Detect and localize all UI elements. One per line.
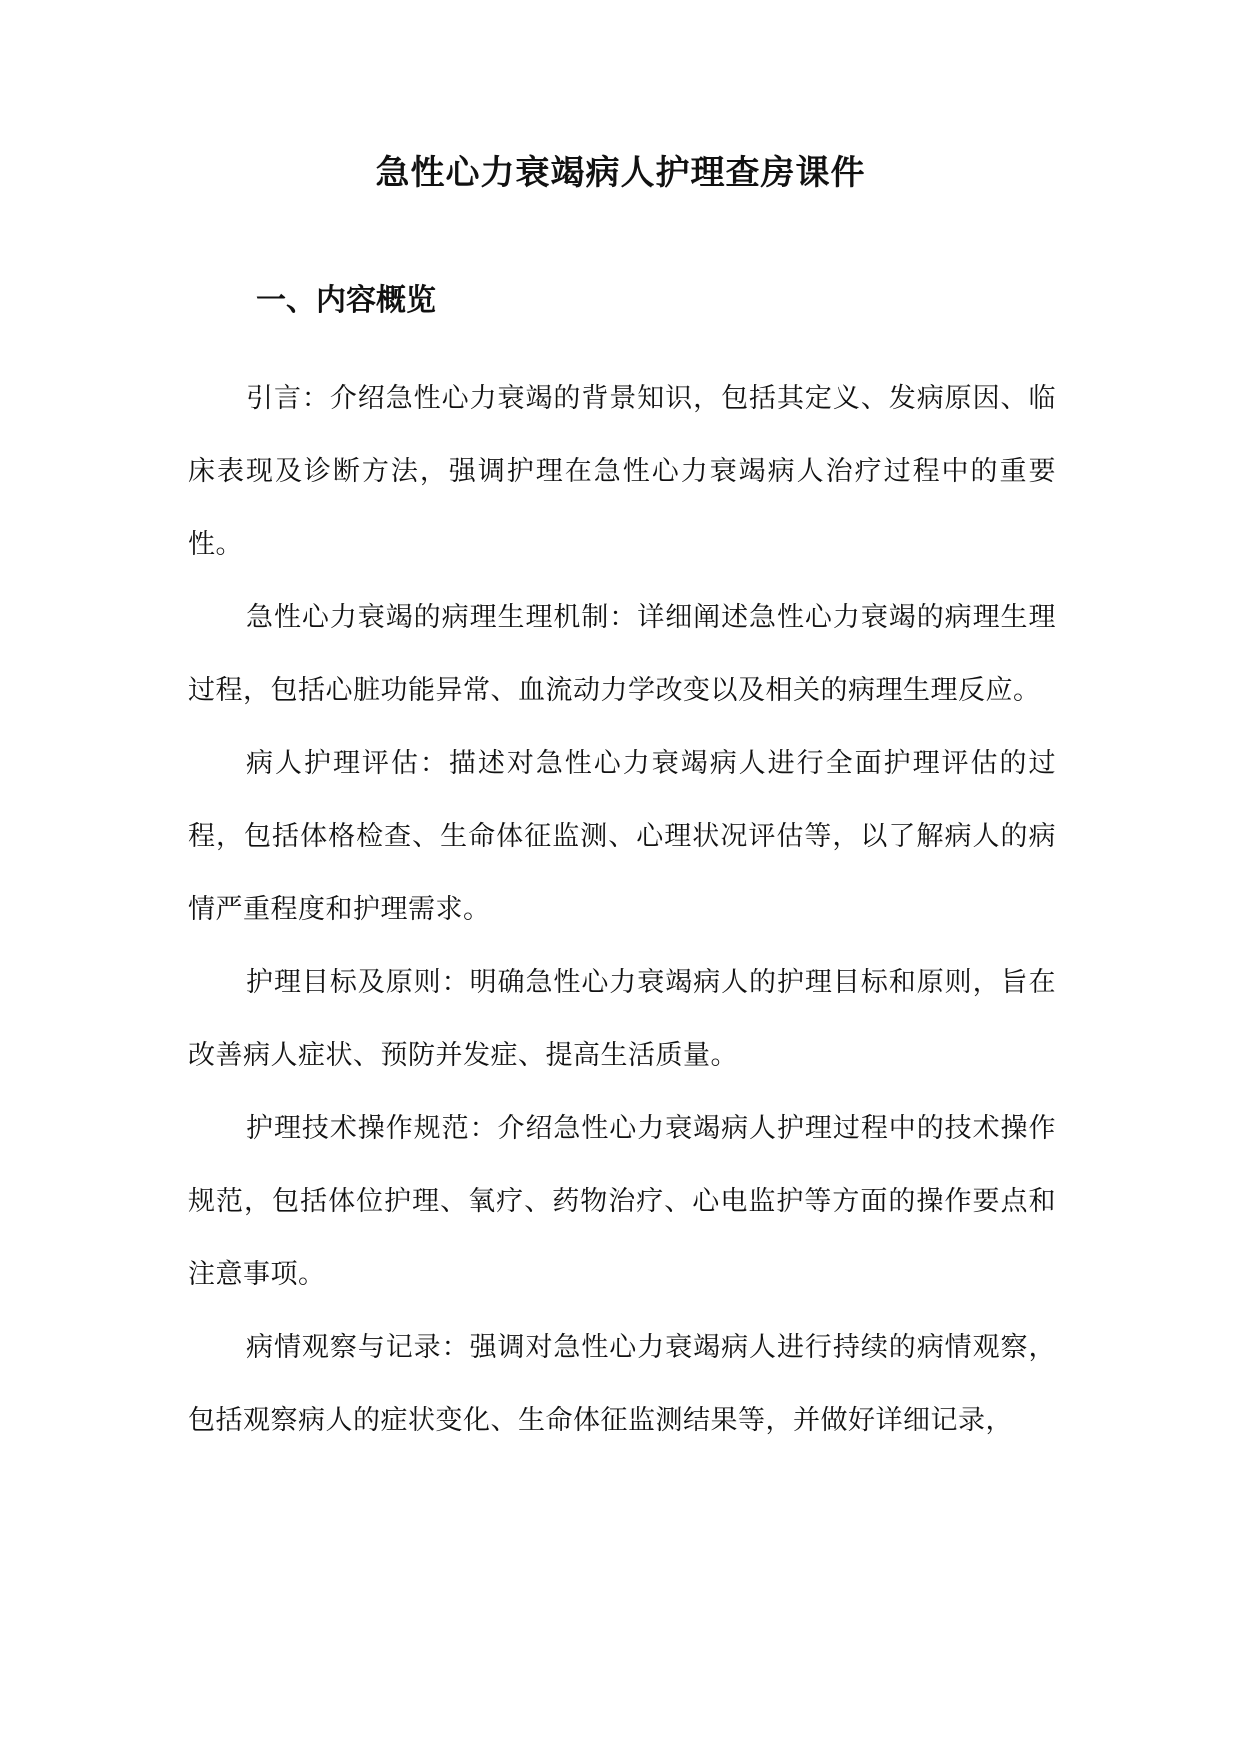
paragraph-goals: 护理目标及原则：明确急性心力衰竭病人的护理目标和原则，旨在改善病人症状、预防并发症、提高生活质量。 xyxy=(188,967,1056,1071)
paragraph-pathophysiology: 急性心力衰竭的病理生理机制：详细阐述急性心力衰竭的病理生理过程，包括心脏功能异常、血流动力学改变以及相关的病理生理反应。 xyxy=(188,602,1056,706)
paragraph-introduction: 引言：介绍急性心力衰竭的背景知识，包括其定义、发病原因、临床表现及诊断方法，强调护理在急性心力衰竭病人治疗过程中的重要性。 xyxy=(188,383,1056,560)
document-title: 急性心力衰竭病人护理查房课件 xyxy=(375,153,866,193)
body-text xyxy=(188,362,1056,1457)
paragraph-assessment: 病人护理评估：描述对急性心力衰竭病人进行全面护理评估的过程，包括体格检查、生命体征监测、心理状况评估等，以了解病人的病情严重程度和护理需求。 xyxy=(188,748,1056,925)
paragraph-techniques: 护理技术操作规范：介绍急性心力衰竭病人护理过程中的技术操作规范，包括体位护理、氧疗、药物治疗、心电监护等方面的操作要点和注意事项。 xyxy=(188,1113,1056,1290)
section-heading: 一、内容概览 xyxy=(256,283,436,318)
paragraph-observation: 病情观察与记录：强调对急性心力衰竭病人进行持续的病情观察，包括观察病人的症状变化、生命体征监测结果等，并做好详细记录， xyxy=(188,1332,1056,1436)
